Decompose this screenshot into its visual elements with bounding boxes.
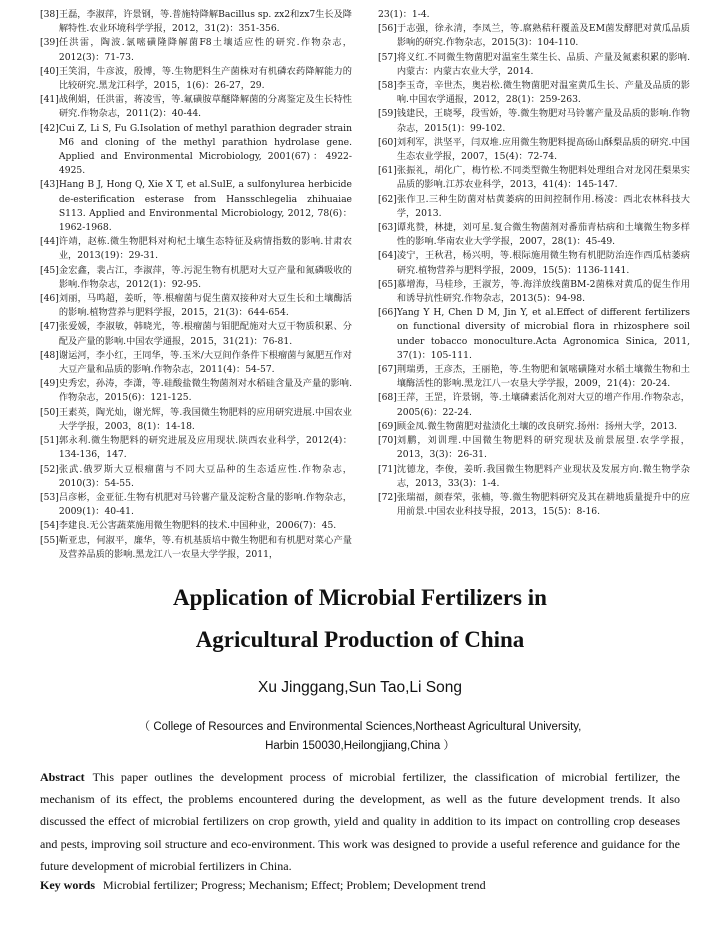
reference-item bbox=[378, 434, 690, 462]
reference-text: 张爱媛，李淑敏，韩晓光，等.根瘤菌与钼肥配施对大豆干物质积累、分配及产量的影响.中国农学通报，2015，31(21)：76-81. bbox=[58, 321, 352, 347]
reference-item bbox=[378, 8, 690, 22]
reference-text: 于志强，徐永清，李凤兰，等.腐熟秸秆覆盖及EM菌发酵肥对黄瓜品质影响的研究.作物杂志，2015(3)：104-110. bbox=[396, 23, 690, 49]
reference-number: [65] bbox=[378, 278, 397, 290]
reference-number: [48] bbox=[40, 349, 59, 361]
reference-text: 将义红.不同微生物菌肥对温室生菜生长、品质、产量及氮素积累的影响.内蒙古：内蒙古农业大学，2014. bbox=[396, 51, 690, 77]
reference-text: 任洪雷，陶波.氯嘧磺隆降解菌F8土壤适应性的研究.作物杂志，2012(3)：71-73. bbox=[58, 37, 352, 63]
reference-item bbox=[378, 278, 690, 306]
reference-number: [57] bbox=[378, 51, 397, 63]
reference-item bbox=[40, 264, 352, 292]
reference-number: [64] bbox=[378, 250, 397, 262]
affiliation-line-2: Harbin 150030,Heilongjiang,China ） bbox=[265, 740, 455, 752]
reference-number: [40] bbox=[40, 65, 59, 77]
reference-item bbox=[378, 107, 690, 135]
reference-number: [42] bbox=[40, 122, 59, 134]
reference-item bbox=[40, 292, 352, 320]
reference-text: 刘利军，洪坚平，闫双堆.应用微生物肥料提高砀山酥梨品质的研究.中国生态农业学报，2007，15(4)：72-74. bbox=[396, 136, 690, 163]
reference-item bbox=[378, 221, 690, 249]
reference-number: [47] bbox=[40, 321, 59, 333]
reference-number: [52] bbox=[40, 463, 59, 475]
reference-text: 23(1)：1-4. bbox=[378, 9, 430, 20]
reference-item bbox=[378, 363, 690, 391]
reference-item bbox=[40, 406, 352, 434]
reference-text: 战俐娟，任洪雷，蒋凌雪，等.氟磺胺草醚降解菌的分离鉴定及生长特性研究.作物杂志，2011(2)：40-44. bbox=[58, 94, 352, 120]
abstract-label: Abstract bbox=[40, 770, 85, 784]
reference-text: 李玉奇，辛世杰，奥岩松.微生物菌肥对温室黄瓜生长、产量及品质的影响.中国农学通报，2012，28(1)：259-263. bbox=[396, 80, 690, 106]
reference-item bbox=[40, 349, 352, 377]
reference-text: 荆瑞勇，王彦杰，王丽艳，等.生物肥和氯嘧磺隆对水稻土壤微生物和土壤酶活性的影响.黑龙江八一农垦大学学报，2009，21(4)：20-24. bbox=[396, 364, 690, 390]
reference-number: [62] bbox=[378, 193, 397, 205]
reference-item bbox=[40, 65, 352, 93]
reference-text: 张振礼，胡化广，梅竹松.不同类型微生物肥料处理组合对龙冈茌梨果实品质的影响.江苏农业科学，2013，41(4)：145-147. bbox=[396, 165, 690, 191]
reference-text: 靳亚忠，何淑平，廉华，等.有机基质培中微生物肥和有机肥对菜心产量及营养品质的影响.黑龙江八一农垦大学学报，2011， bbox=[58, 534, 352, 560]
reference-number: [50] bbox=[40, 406, 59, 418]
reference-text: 王笑涓，牛彦波，殷博，等.生物肥料生产菌株对有机磷农药降解能力的比较研究.黑龙江科学，2015，1(6)：26-27，29. bbox=[58, 65, 352, 92]
reference-number: [43] bbox=[40, 179, 59, 191]
abstract bbox=[40, 766, 680, 877]
reference-number: [46] bbox=[40, 293, 59, 305]
reference-text: 张武.俄罗斯大豆根瘤菌与不同大豆品种的生态适应性.作物杂志，2010(3)：54-55. bbox=[58, 463, 352, 489]
reference-item bbox=[378, 79, 690, 107]
reference-number: [53] bbox=[40, 491, 59, 503]
reference-item bbox=[378, 136, 690, 164]
reference-item bbox=[378, 306, 690, 363]
reference-item bbox=[40, 534, 352, 562]
reference-number: [39] bbox=[40, 37, 59, 49]
reference-text: 金宏鑫，裴占江，李淑萍，等.污泥生物有机肥对大豆产量和氮磷吸收的影响.作物杂志，2012(1)：92-95. bbox=[58, 264, 352, 290]
reference-item bbox=[40, 8, 352, 36]
reference-item bbox=[40, 235, 352, 263]
reference-item bbox=[378, 463, 690, 491]
reference-item bbox=[40, 463, 352, 491]
reference-text: 王萍，王罡，许景钢，等.土壤磷素活化剂对大豆的增产作用.作物杂志，2005(6)：22-24. bbox=[396, 392, 690, 418]
reference-item bbox=[40, 178, 352, 235]
reference-item bbox=[40, 519, 352, 533]
authors: Xu Jinggang,Sun Tao,Li Song bbox=[258, 679, 462, 696]
reference-text: 王磊，李淑萍，许景钢，等.普施特降解Bacillus sp. zx2和zx7生长及降解特性.农业环境科学学报，2012，31(2)：351-356. bbox=[58, 9, 352, 35]
references-left-column bbox=[40, 8, 352, 562]
reference-text: Hang B J, Hong Q, Xie X T, et al.SulE, a sulfonylurea herbicide de-esterification esterase from Hansschlegelia zhihuaiae S113. Applied and Environmental Microbiology, 2012, 78(6)：1962-1968. bbox=[58, 179, 352, 234]
reference-number: [69] bbox=[378, 420, 397, 432]
reference-number: [60] bbox=[378, 136, 397, 148]
reference-number: [54] bbox=[40, 520, 59, 532]
abstract-text: This paper outlines the development process of microbial fertilizer, the classification of microbial fertilizer, the mechanism of its effect, the problems encountered during the development, as well as the future development trends. It also discussed the effect of microbial fertilizers on crop growth, yield and quality in addition to its impact on controlling crop deseases and pests, improving soil structure and eco-environment. This work was designed to provide a useful reference and guidance for the future development of microbial fertilizers in China. bbox=[40, 770, 680, 873]
reference-item bbox=[378, 22, 690, 50]
reference-number: [71] bbox=[378, 463, 397, 475]
reference-item bbox=[40, 93, 352, 121]
reference-text: 刘丽，马鸣超，姜昕，等.根瘤菌与促生菌双接种对大豆生长和土壤酶活的影响.植物营养与肥料学报，2015，21(3)：644-654. bbox=[58, 293, 352, 319]
reference-item bbox=[40, 122, 352, 179]
affiliation-line-1: （ College of Resources and Environmental Sciences,Northeast Agricultural University, bbox=[138, 721, 582, 733]
reference-number: [70] bbox=[378, 435, 397, 447]
reference-number: [49] bbox=[40, 378, 59, 390]
reference-item bbox=[378, 51, 690, 79]
reference-text: 吕彦彬，金亚征.生物有机肥对马铃薯产量及淀粉含量的影响.作物杂志，2009(1)：40-41. bbox=[58, 491, 352, 518]
reference-item bbox=[378, 193, 690, 221]
reference-text: Yang Y H, Chen D M, Jin Y, et al.Effect of different fertilizers on functional diversity of microbial flora in rhizosphere soil under tobacco monoculture.Acta Agronomica Sinica, 2011, 37(1)：105-111. bbox=[396, 307, 690, 361]
references-right-column bbox=[378, 8, 690, 562]
reference-item bbox=[40, 491, 352, 519]
keywords-text: Microbial fertilizer; Progress; Mechanism; Effect; Problem; Development trend bbox=[103, 878, 486, 892]
reference-number: [38] bbox=[40, 9, 59, 20]
reference-text: 谭兆赞，林捷，刘可星.复合微生物菌剂对番茄青枯病和土壤微生物多样性的影响.华南农业大学学报，2007，28(1)：45-49. bbox=[396, 222, 690, 248]
reference-number: [51] bbox=[40, 435, 59, 447]
reference-number: [66] bbox=[378, 307, 397, 319]
keywords bbox=[40, 876, 680, 894]
reference-text: 李建良.无公害蔬菜施用微生物肥料的技术.中国种业，2006(7)：45. bbox=[58, 520, 337, 532]
reference-item bbox=[40, 434, 352, 462]
reference-text: 王素英，陶光灿，谢光辉，等.我国微生物肥料的应用研究进展.中国农业大学学报，2003，8(1)：14-18. bbox=[58, 406, 352, 432]
reference-number: [63] bbox=[378, 222, 397, 234]
reference-number: [55] bbox=[40, 534, 59, 546]
english-title-line-2: Agricultural Production of China bbox=[195, 627, 525, 652]
reference-number: [61] bbox=[378, 165, 397, 177]
reference-number: [72] bbox=[378, 491, 397, 503]
reference-number: [68] bbox=[378, 392, 397, 404]
reference-item bbox=[378, 391, 690, 419]
reference-text: 凌宁，王秋君，杨兴明，等.根际施用微生物有机肥防治连作西瓜枯萎病研究.植物营养与肥料学报，2009，15(5)：1136-1141. bbox=[396, 250, 690, 276]
reference-item bbox=[378, 420, 690, 434]
reference-item bbox=[40, 36, 352, 64]
reference-number: [45] bbox=[40, 264, 59, 276]
reference-text: 史秀宏，孙涛，李潇，等.硅酸盐微生物菌剂对水稻硅含量及产量的影响.作物杂志，2015(6)：121-125. bbox=[58, 378, 352, 404]
reference-item bbox=[378, 164, 690, 192]
reference-number: [67] bbox=[378, 364, 397, 376]
reference-text: 钱建民，王晓琴，段雪娇，等.微生物肥对马铃薯产量及品质的影响.作物杂志，2015(1)：99-102. bbox=[396, 108, 690, 134]
reference-text: 郭永利.微生物肥料的研究进展及应用现状.陕西农业科学，2012(4)：134-136，147. bbox=[58, 435, 352, 461]
reference-text: 刘鹏，刘训理.中国微生物肥料的研究现状及前景展望.农学学报，2013，3(3)：26-31. bbox=[396, 435, 690, 461]
affiliation bbox=[90, 718, 630, 756]
reference-text: Cui Z, Li S, Fu G.Isolation of methyl parathion degrader strain M6 and cloning of the methyl parathion hydrolase gene. Applied and Environmental Microbiology, 2001(67)：4922-4925. bbox=[58, 122, 352, 177]
reference-text: 张作卫.三种生防菌对枯黄萎病的田间控制作用.杨凌：西北农林科技大学，2013. bbox=[396, 193, 690, 219]
reference-item bbox=[378, 491, 690, 519]
reference-number: [58] bbox=[378, 80, 397, 92]
references-section bbox=[40, 8, 690, 562]
keywords-label: Key words bbox=[40, 878, 95, 892]
reference-item bbox=[378, 249, 690, 277]
reference-item bbox=[40, 377, 352, 405]
reference-number: [59] bbox=[378, 108, 397, 120]
reference-item bbox=[40, 320, 352, 348]
reference-text: 许靖，赵栋.微生物肥料对枸杞土壤生态特征及病情指数的影响.甘肃农业，2013(19)：29-31. bbox=[58, 236, 352, 262]
reference-text: 谢运河，李小红，王同华，等.玉米/大豆间作条件下根瘤菌与氮肥互作对大豆产量和品质的影响.作物杂志，2011(4)：54-57. bbox=[58, 349, 352, 376]
english-title-line-1: Application of Microbial Fertilizers in bbox=[173, 585, 547, 610]
reference-text: 张瑞福，颜春荣，张楠，等.微生物肥料研究及其在耕地质量提升中的应用前景.中国农业科技导报，2013，15(5)：8-16. bbox=[396, 491, 690, 518]
reference-number: [41] bbox=[40, 94, 59, 106]
reference-number: [56] bbox=[378, 23, 397, 35]
reference-text: 沈德龙，李俊，姜昕.我国微生物肥料产业现状及发展方向.微生物学杂志，2013，33(3)：1-4. bbox=[396, 463, 690, 489]
reference-text: 慕增海，马桂珍，王淑芳，等.海洋放线菌BM-2菌株对黄瓜的促生作用和诱导抗性研究.作物杂志，2013(5)：94-98. bbox=[396, 278, 690, 305]
reference-text: 顾金凤.微生物菌肥对盐渍化土壤的改良研究.扬州：扬州大学，2013. bbox=[396, 420, 678, 432]
reference-number: [44] bbox=[40, 236, 59, 248]
